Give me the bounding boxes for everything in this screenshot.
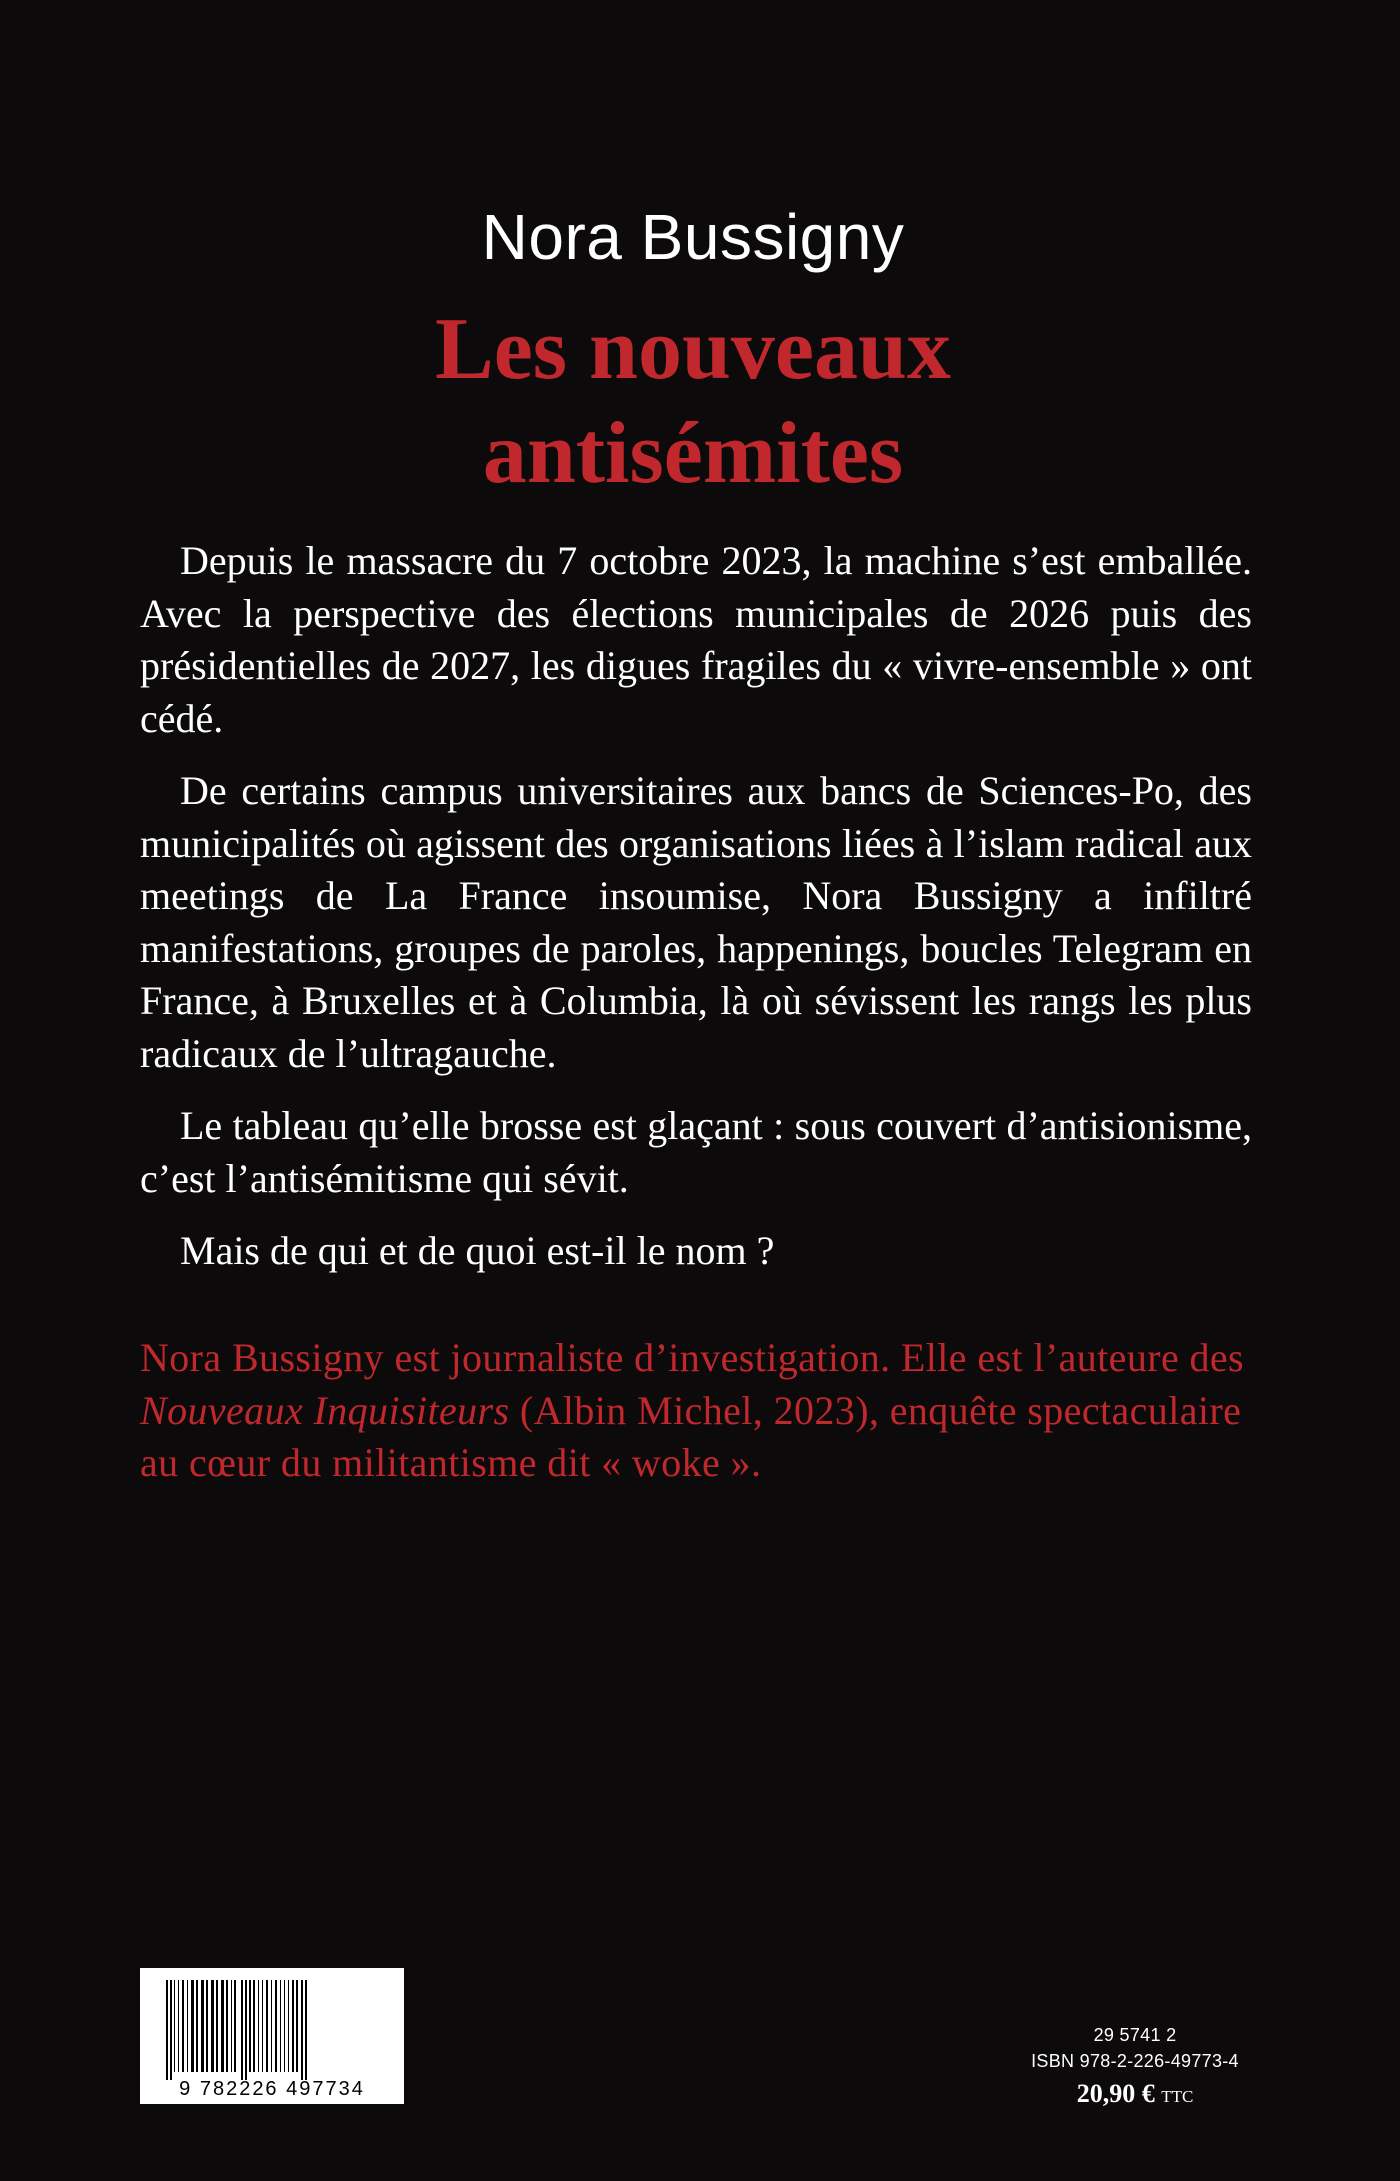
barcode-bar	[170, 1980, 172, 2080]
book-title-line-2: antisémites	[482, 405, 904, 502]
previous-book-title: Nouveaux Inquisiteurs	[140, 1387, 510, 1433]
barcode-bar	[271, 1980, 272, 2072]
barcode-bar	[296, 1980, 298, 2072]
price-block	[1010, 2022, 1260, 2117]
barcode-bar	[266, 1980, 268, 2072]
barcode-bar	[201, 1980, 204, 2072]
barcode-bar	[211, 1980, 214, 2072]
barcode-bar	[166, 1980, 168, 2080]
barcode-bar	[187, 1980, 188, 2072]
barcode-bar	[253, 1980, 255, 2072]
barcode-bar	[301, 1980, 303, 2080]
barcode-bar	[178, 1980, 179, 2072]
barcode-bar	[258, 1980, 259, 2072]
price	[1010, 2074, 1260, 2117]
barcode-bar	[241, 1980, 243, 2080]
barcode-bar	[292, 1980, 294, 2072]
barcode-bar	[275, 1980, 277, 2072]
author-bio-text-2: (Albin Michel, 2023), enquête spectaculaire au cœur du militantisme dit « woke ».	[140, 1387, 1242, 1485]
blurb-paragraph-3: Le tableau qu’elle brosse est glaçant : sous couvert d’antisionisme, c’est l’antisémitisme qui sévit.	[140, 1103, 1252, 1201]
barcode-bar	[196, 1980, 198, 2072]
blurb-paragraph-2: De certains campus universitaires aux bancs de Sciences-Po, des municipalités où agissent des organisations liées à l’islam radical aux meetings de La France insoumise, Nora Bussigny a infiltré manifestations, groupes de paroles, happenings, boucles Telegram en France, à Bruxelles et à Columbia, là où sévissent les rangs les plus radicaux de l’ultragauche.	[140, 768, 1252, 1076]
blurb-paragraph-1: Depuis le massacre du 7 octobre 2023, la machine s’est emballée. Avec la perspective des élections municipales de 2026 puis des présidentielles de 2027, les digues fragiles du « vivre-ensemble » ont cédé.	[140, 538, 1252, 741]
author-bio	[140, 1332, 1252, 1490]
price-value: 20,90 €	[1076, 2079, 1155, 2108]
blurb-paragraph-4: Mais de qui et de quoi est-il le nom ?	[180, 1228, 775, 1273]
barcode-bar	[174, 1980, 175, 2072]
barcode-bar	[284, 1980, 285, 2072]
book-title	[0, 298, 1386, 506]
book-title-line-1: Les nouveaux	[435, 301, 951, 398]
barcode-bar	[249, 1980, 251, 2072]
barcode-bar	[234, 1980, 236, 2072]
barcode-bar	[288, 1980, 289, 2072]
author-bio-text-1: Nora Bussigny est journaliste d’investigation. Elle est l’auteure des	[140, 1335, 1245, 1380]
isbn: ISBN 978-2-226-49773-4	[1031, 2051, 1239, 2071]
barcode-number: 9 782226 497734	[179, 2078, 365, 2100]
blurb	[140, 535, 1252, 1278]
price-tax-label: TTC	[1161, 2087, 1194, 2106]
barcode-bar	[191, 1980, 194, 2072]
barcode-bar	[245, 1980, 247, 2080]
ean-barcode	[140, 1968, 404, 2104]
barcode-bar	[206, 1980, 208, 2072]
barcode-bar	[226, 1980, 228, 2072]
barcode-bar	[305, 1980, 307, 2080]
barcode-bar	[280, 1980, 281, 2072]
barcode-bar	[262, 1980, 263, 2072]
product-code: 29 5741 2	[1093, 2025, 1177, 2045]
barcode-bar	[231, 1980, 232, 2072]
barcode-bar	[216, 1980, 218, 2072]
author-name: Nora Bussigny	[481, 201, 905, 273]
barcode-bar	[182, 1980, 184, 2072]
barcode-bar	[221, 1980, 224, 2072]
